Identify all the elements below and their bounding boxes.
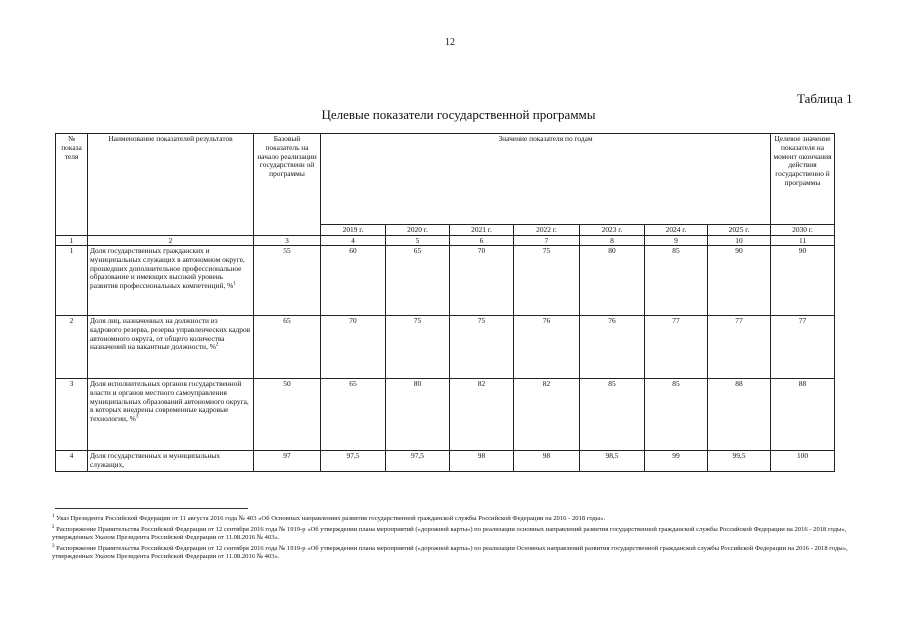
table-label: Таблица 1 xyxy=(797,91,853,106)
target-value: 100 xyxy=(771,451,835,472)
header-year: 2025 г. xyxy=(708,225,771,236)
year-value: 70 xyxy=(450,246,514,316)
footnote-mark: 3 xyxy=(52,543,55,549)
footnote-ref: 1 xyxy=(233,281,236,287)
footnote-mark: 2 xyxy=(52,524,55,530)
target-value: 90 xyxy=(771,246,835,316)
header-base: Базовый показатель на начало реализации государственн ой программы xyxy=(254,134,321,236)
header-year: 2023 г. xyxy=(580,225,645,236)
year-value: 82 xyxy=(514,379,580,451)
indicator-name: Доля государственных и муниципальных служащих, xyxy=(88,451,254,472)
footnote: $^2$ Распоряжение Правительства Российской Федерации от 12 сентября 2016 года № 1919-р «Об утверждении плана мероприятий («дорожной карты») по реализации основных направлений развития государственной гражданской службы Российской Федерации на 2016 - 2018 годы», утвержденных Указом Президента Российской Федерации от 11.08.2016 № 403». xyxy=(52,524,847,542)
base-value: 97 xyxy=(254,451,321,472)
footnote-divider xyxy=(55,508,248,509)
year-value: 76 xyxy=(580,316,645,379)
target-value: 88 xyxy=(771,379,835,451)
column-number: 9 xyxy=(645,236,708,246)
row-number: 4 xyxy=(56,451,88,472)
column-number: 5 xyxy=(386,236,450,246)
year-value: 80 xyxy=(386,379,450,451)
column-number: 3 xyxy=(254,236,321,246)
header-name: Наименование показателей результатов xyxy=(88,134,254,236)
target-indicators-table xyxy=(55,133,835,472)
column-number: 1 xyxy=(56,236,88,246)
table-row xyxy=(56,379,835,451)
year-value: 70 xyxy=(321,316,386,379)
document-title: Целевые показатели государственной программы xyxy=(321,107,596,122)
year-value: 65 xyxy=(321,379,386,451)
header-year: 2030 г. xyxy=(771,225,835,236)
year-value: 82 xyxy=(450,379,514,451)
year-value: 88 xyxy=(708,379,771,451)
header-year: 2019 г. xyxy=(321,225,386,236)
column-number: 8 xyxy=(580,236,645,246)
header-year: 2024 г. xyxy=(645,225,708,236)
year-value: 76 xyxy=(514,316,580,379)
year-value: 85 xyxy=(645,379,708,451)
base-value: 50 xyxy=(254,379,321,451)
base-value: 55 xyxy=(254,246,321,316)
header-target: Целевое значение показателя на момент окончания действия государственно й программы xyxy=(771,134,835,225)
header-year: 2022 г. xyxy=(514,225,580,236)
year-value: 85 xyxy=(645,246,708,316)
footnote: $^1$ Указ Президента Российской Федерации от 11 августа 2016 года № 403 «Об Основных направлениях развития государственной гражданской службы Российской Федерации на 2016 - 2018 годы». xyxy=(52,513,606,522)
footnotes xyxy=(52,515,857,564)
column-number: 10 xyxy=(708,236,771,246)
header-year: 2020 г. xyxy=(386,225,450,236)
table-row xyxy=(56,316,835,379)
row-number: 1 xyxy=(56,246,88,316)
year-value: 98,5 xyxy=(580,451,645,472)
table-row xyxy=(56,451,835,472)
footnote-mark: 1 xyxy=(52,513,55,519)
column-number: 6 xyxy=(450,236,514,246)
indicator-name: Доля лиц, назначенных на должности из кадрового резерва, резерва управленческих кадров автономного округа, от общего количества назначений на вакантные должности, %$^2$ xyxy=(88,316,254,379)
year-value: 97,5 xyxy=(386,451,450,472)
column-number: 11 xyxy=(771,236,835,246)
year-value: 75 xyxy=(450,316,514,379)
year-value: 75 xyxy=(386,316,450,379)
year-value: 80 xyxy=(580,246,645,316)
page-number: 12 xyxy=(445,37,455,48)
header-num: № показа теля xyxy=(56,134,88,236)
row-number: 3 xyxy=(56,379,88,451)
year-value: 99 xyxy=(645,451,708,472)
base-value: 65 xyxy=(254,316,321,379)
row-number: 2 xyxy=(56,316,88,379)
column-number: 7 xyxy=(514,236,580,246)
table-row xyxy=(56,246,835,316)
footnote: $^3$ Распоряжение Правительства Российской Федерации от 12 сентября 2016 года № 1919-р «Об утверждении плана мероприятий («дорожной карты») по реализации Основных направлений развития государственной гражданской службы Российской Федерации на 2016 - 2018 годы», утвержденных Указом Президента Российской Федерации от 11.08.2016 № 403». xyxy=(52,543,848,561)
year-value: 90 xyxy=(708,246,771,316)
year-value: 98 xyxy=(514,451,580,472)
year-value: 98 xyxy=(450,451,514,472)
year-value: 60 xyxy=(321,246,386,316)
year-value: 65 xyxy=(386,246,450,316)
column-number: 2 xyxy=(88,236,254,246)
year-value: 85 xyxy=(580,379,645,451)
column-number: 4 xyxy=(321,236,386,246)
year-value: 77 xyxy=(645,316,708,379)
header-values-by-year: Значение показателя по годам xyxy=(321,134,771,225)
indicator-name: Доля исполнительных органов государственной власти и органов местного самоуправления муниципальных образований автономного округа, в которых внедрены современные кадровые технологии, %$^3$ xyxy=(88,379,254,451)
footnote-ref: 3 xyxy=(135,414,139,420)
header-year: 2021 г. xyxy=(450,225,514,236)
target-value: 77 xyxy=(771,316,835,379)
year-value: 77 xyxy=(708,316,771,379)
year-value: 97,5 xyxy=(321,451,386,472)
year-value: 75 xyxy=(514,246,580,316)
indicator-name: Доля государственных гражданских и муниципальных служащих в автономном округе, прошедших дополнительное профессиональное образование и имеющих высокий уровень развития профессиональных компетенций, %$^1$ xyxy=(88,246,254,316)
footnote-ref: 2 xyxy=(215,342,219,348)
year-value: 99,5 xyxy=(708,451,771,472)
